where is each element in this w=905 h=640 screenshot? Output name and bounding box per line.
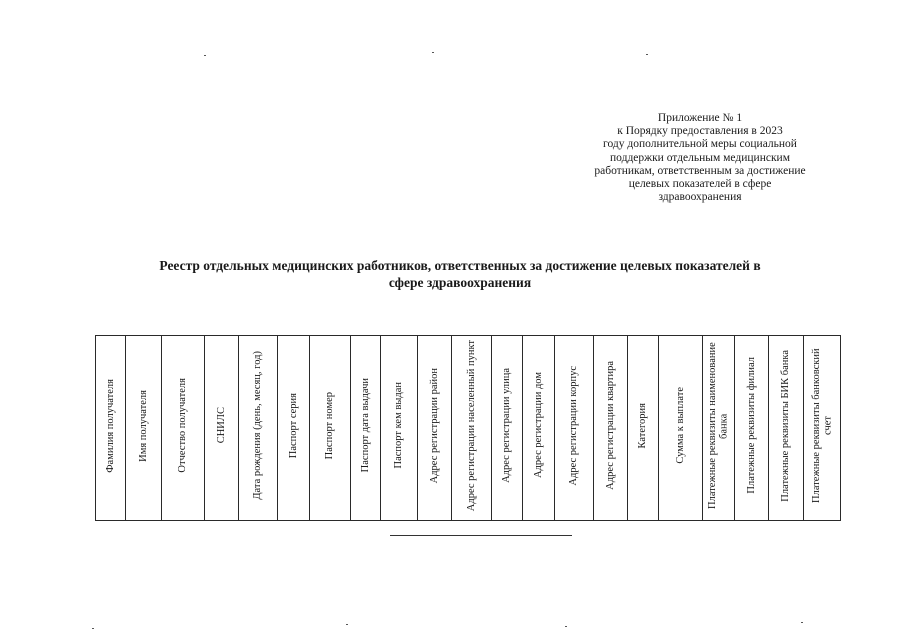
column-header-label: Адрес регистрации район: [428, 367, 440, 484]
column-header-label: СНИЛС: [215, 407, 227, 444]
appendix-line: целевых показателей в сфере: [628, 178, 772, 191]
column-header: [703, 336, 735, 521]
column-header: [523, 336, 555, 521]
scan-speck: [432, 52, 434, 53]
scan-speck: [565, 626, 567, 627]
column-header-label: Паспорт дата выдачи: [359, 378, 371, 473]
column-header: [735, 336, 769, 521]
column-header-label: Адрес регистрации квартира: [604, 361, 616, 490]
title-line-2: сфере здравоохранения: [388, 275, 532, 290]
column-header-label: Сумма к выплате: [674, 387, 686, 464]
column-header: [555, 336, 594, 521]
table-header-row: [96, 336, 841, 521]
column-header-label: Дата рождения (день, месяц, год): [252, 351, 264, 500]
scan-speck: [346, 624, 348, 625]
column-header: [278, 336, 310, 521]
scan-speck: [204, 55, 206, 56]
column-header: [381, 336, 418, 521]
appendix-line: здравоохранения: [658, 191, 742, 204]
appendix-line: году дополнительной меры социальной: [603, 138, 797, 151]
registry-table: [95, 335, 841, 521]
appendix-block: [560, 112, 840, 204]
title-line-1: Реестр отдельных медицинских работников, ответственных за достижение целевых показателей в: [159, 258, 761, 273]
scan-speck: [92, 628, 94, 629]
column-header-label: Паспорт кем выдан: [393, 382, 405, 469]
column-header: [162, 336, 205, 521]
appendix-line: поддержки отдельным медицинским: [610, 151, 790, 164]
column-header-label: Адрес регистрации улица: [501, 368, 513, 483]
column-header: [126, 336, 162, 521]
column-header: [418, 336, 452, 521]
column-header-label: Паспорт серия: [287, 392, 299, 459]
scan-speck: [646, 54, 648, 55]
column-header-label: Платежные реквизиты наименование банка: [707, 342, 730, 509]
appendix-line: работникам, ответственным за достижение: [594, 164, 806, 177]
column-header: [351, 336, 381, 521]
appendix-line: Приложение № 1: [657, 112, 743, 124]
column-header-label: Паспорт номер: [324, 391, 336, 460]
column-header: [310, 336, 351, 521]
column-header: [492, 336, 523, 521]
column-header-label: Адрес регистрации корпус: [568, 365, 580, 486]
column-header-label: Фамилия получателя: [104, 378, 116, 473]
column-header-label: Категория: [637, 402, 649, 449]
column-header: [96, 336, 126, 521]
column-header: [452, 336, 492, 521]
column-header: [769, 336, 804, 521]
signature-line: [390, 535, 572, 536]
column-header-label: Отчество получателя: [177, 378, 189, 473]
column-header-label: Имя получателя: [137, 389, 149, 462]
column-header-label: Адрес регистрации дом: [532, 372, 544, 479]
column-header: [659, 336, 703, 521]
column-header-label: Платежные реквизиты банковский счет: [810, 348, 833, 503]
column-header: [628, 336, 659, 521]
column-header: [239, 336, 278, 521]
appendix-line: к Порядку предоставления в 2023: [617, 125, 783, 138]
column-header: [804, 336, 841, 521]
scan-speck: [801, 622, 803, 623]
column-header: [205, 336, 239, 521]
document-title: [110, 257, 810, 291]
column-header-label: Платежные реквизиты БИК банка: [780, 349, 792, 502]
column-header-label: Адрес регистрации населенный пункт: [465, 339, 477, 512]
column-header-label: Платежные реквизиты филиал: [745, 357, 757, 494]
column-header: [594, 336, 628, 521]
